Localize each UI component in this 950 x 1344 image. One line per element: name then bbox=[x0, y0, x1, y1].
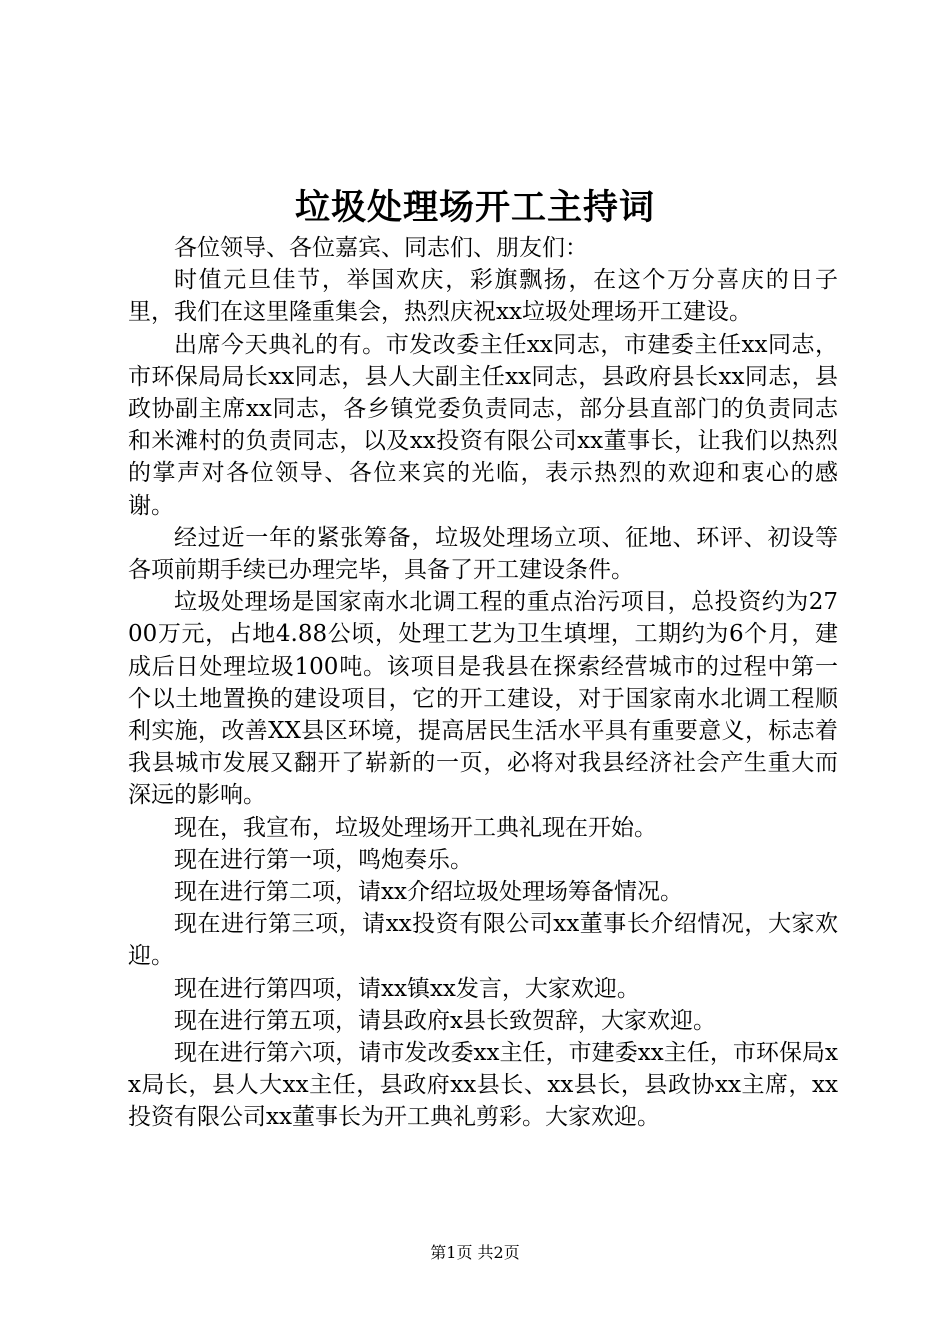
paragraph-opening: 时值元旦佳节，举国欢庆，彩旗飘扬，在这个万分喜庆的日子里，我们在这里隆重集会，热烈庆祝xx垃圾处理场开工建设。 bbox=[128, 267, 838, 326]
paragraph-greeting: 各位领导、各位嘉宾、同志们、朋友们： bbox=[174, 235, 588, 261]
page-number-footer: 第1页 共2页 bbox=[430, 1243, 520, 1262]
paragraph-attendees: 出席今天典礼的有。市发改委主任xx同志，市建委主任xx同志，市环保局局长xx同志，县人大副主任xx同志，县政府县长xx同志，县政协副主席xx同志，各乡镇党委负责同志，部分县直部门的负责同志和米滩村的负责同志，以及xx投资有限公司xx董事长，让我们以热烈的掌声对各位领导、各位来宾的光临，表示热烈的欢迎和衷心的感谢。 bbox=[128, 331, 838, 519]
document-body bbox=[128, 232, 838, 1134]
paragraph-announcement: 现在，我宣布，垃圾处理场开工典礼现在开始。 bbox=[174, 814, 657, 841]
paragraph-item-6: 现在进行第六项，请市发改委xx主任，市建委xx主任，市环保局xx局长，县人大xx主任，县政府xx县长、xx县长，县政协xx主席，xx投资有限公司xx董事长为开工典礼剪彩。大家欢迎。 bbox=[128, 1040, 838, 1131]
document-title: 垃圾处理场开工主持词 bbox=[294, 187, 655, 228]
paragraph-item-4: 现在进行第四项，请xx镇xx发言，大家欢迎。 bbox=[174, 975, 640, 1002]
paragraph-item-2: 现在进行第二项，请xx介绍垃圾处理场筹备情况。 bbox=[174, 879, 683, 906]
paragraph-project-intro: 垃圾处理场是国家南水北调工程的重点治污项目，总投资约为2700万元，占地4.88公顷，处理工艺为卫生填埋，工期约为6个月，建成后日处理垃圾100吨。该项目是我县在探索经营城市的过程中第一个以土地置换的建设项目，它的开工建设，对于国家南水北调工程顺利实施，改善XX县区环境，提高居民生活水平具有重要意义，标志着我县城市发展又翻开了崭新的一页，必将对我县经济社会产生重大而深远的影响。 bbox=[128, 589, 838, 809]
paragraph-item-5: 现在进行第五项，请县政府x县长致贺辞，大家欢迎。 bbox=[174, 1007, 716, 1034]
paragraph-item-3: 现在进行第三项，请xx投资有限公司xx董事长介绍情况，大家欢迎。 bbox=[128, 911, 838, 970]
paragraph-preparation: 经过近一年的紧张筹备，垃圾处理场立项、征地、环评、初设等各项前期手续已办理完毕，具备了开工建设条件。 bbox=[128, 524, 838, 584]
paragraph-item-1: 现在进行第一项，鸣炮奏乐。 bbox=[174, 846, 473, 873]
